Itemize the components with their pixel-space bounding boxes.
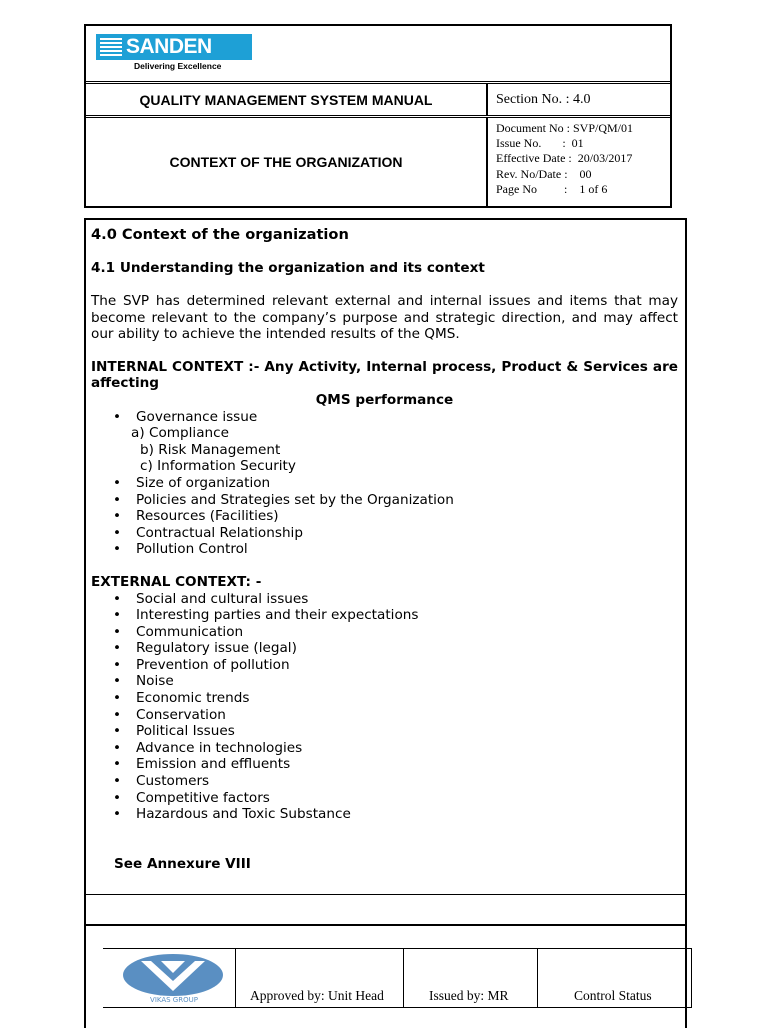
internal-context-title-cont: QMS performance bbox=[315, 391, 454, 408]
meta-value: 01 bbox=[571, 136, 584, 151]
section-number: Section No. : 4.0 bbox=[496, 91, 591, 107]
external-context-list bbox=[91, 591, 678, 823]
list-item: • Interesting parties and their expectations bbox=[91, 607, 678, 624]
list-item: • Pollution Control bbox=[91, 541, 678, 558]
divider bbox=[86, 924, 687, 926]
issued-by: Issued by: MR bbox=[429, 988, 509, 1003]
list-item: • Regulatory issue (legal) bbox=[91, 640, 678, 657]
list-item: • Economic trends bbox=[91, 690, 678, 707]
content-text bbox=[91, 226, 678, 872]
internal-context-list bbox=[91, 409, 678, 558]
section-heading: 4.0 Context of the organization bbox=[91, 226, 349, 243]
list-item: • Customers bbox=[91, 773, 678, 790]
title-row bbox=[86, 84, 670, 118]
sanden-logo bbox=[96, 34, 252, 74]
meta-key: Page No : bbox=[496, 181, 580, 196]
meta-key: Rev. No/Date : bbox=[496, 166, 580, 181]
approved-by: Approved by: Unit Head bbox=[250, 988, 384, 1003]
internal-context-title: INTERNAL CONTEXT :- Any Activity, Internal process, Product & Services are affecting bbox=[91, 358, 678, 392]
content-box bbox=[84, 218, 687, 1028]
list-item: • Emission and effluents bbox=[91, 756, 678, 773]
list-item: • Contractual Relationship bbox=[91, 525, 678, 542]
list-item: • Hazardous and Toxic Substance bbox=[91, 806, 678, 823]
annexure-reference: See Annexure VIII bbox=[114, 855, 251, 872]
list-item: • Political Issues bbox=[91, 723, 678, 740]
meta-value: 1 of 6 bbox=[579, 181, 608, 196]
meta-row bbox=[496, 167, 633, 182]
control-status-cell bbox=[537, 948, 692, 1008]
sanden-logo-tagline: Delivering Excellence bbox=[134, 61, 222, 71]
meta-key: Effective Date : bbox=[496, 151, 578, 166]
list-item: • Size of organization bbox=[91, 475, 678, 492]
list-item: • Noise bbox=[91, 673, 678, 690]
list-item: • Social and cultural issues bbox=[91, 591, 678, 608]
footer-logo-cell bbox=[103, 948, 235, 1008]
issued-by-cell bbox=[403, 948, 537, 1008]
document-heading: CONTEXT OF THE ORGANIZATION bbox=[86, 118, 488, 206]
heading-row bbox=[86, 118, 670, 206]
sanden-logo-mark-icon bbox=[100, 38, 122, 56]
list-item: • Conservation bbox=[91, 707, 678, 724]
meta-key: Issue No. : bbox=[496, 136, 572, 151]
meta-value: 00 bbox=[579, 166, 592, 181]
document-footer bbox=[86, 948, 692, 1010]
meta-key: Document No : bbox=[496, 121, 573, 135]
document-meta bbox=[496, 121, 633, 197]
governance-sub-item: a) Compliance bbox=[131, 425, 229, 442]
meta-row bbox=[496, 182, 633, 197]
list-item: • Governance issue bbox=[91, 409, 678, 426]
external-context-title: EXTERNAL CONTEXT: - bbox=[91, 573, 262, 590]
list-item: • Policies and Strategies set by the Organization bbox=[91, 492, 678, 509]
meta-row bbox=[496, 121, 633, 136]
meta-value: 20/03/2017 bbox=[577, 151, 633, 166]
list-item: • Resources (Facilities) bbox=[91, 508, 678, 525]
manual-title: QUALITY MANAGEMENT SYSTEM MANUAL bbox=[86, 84, 488, 115]
vikas-group-logo-icon bbox=[121, 951, 227, 1005]
list-item: • Communication bbox=[91, 624, 678, 641]
governance-sub-item: b) Risk Management bbox=[140, 441, 281, 458]
control-status: Control Status bbox=[574, 988, 652, 1003]
logo-row bbox=[86, 26, 670, 84]
divider bbox=[86, 894, 687, 895]
document-header bbox=[84, 24, 672, 208]
list-item: • Competitive factors bbox=[91, 790, 678, 807]
intro-paragraph: The SVP has determined relevant external and internal issues and items that may become relevant to the company’s purpose and strategic direction, and may affect our ability to achieve the intended results of the QMS. bbox=[91, 293, 678, 343]
vikas-logo-text: VIKAS GROUP bbox=[150, 996, 198, 1004]
list-item: • Prevention of pollution bbox=[91, 657, 678, 674]
approved-by-cell bbox=[235, 948, 403, 1008]
meta-row bbox=[496, 136, 633, 151]
meta-value: SVP/QM/01 bbox=[573, 121, 634, 135]
meta-row bbox=[496, 151, 633, 166]
subsection-heading: 4.1 Understanding the organization and its context bbox=[91, 260, 485, 276]
sanden-logo-brand: SANDEN bbox=[126, 35, 212, 58]
list-item: • Advance in technologies bbox=[91, 740, 678, 757]
governance-sub-item: c) Information Security bbox=[140, 458, 296, 475]
